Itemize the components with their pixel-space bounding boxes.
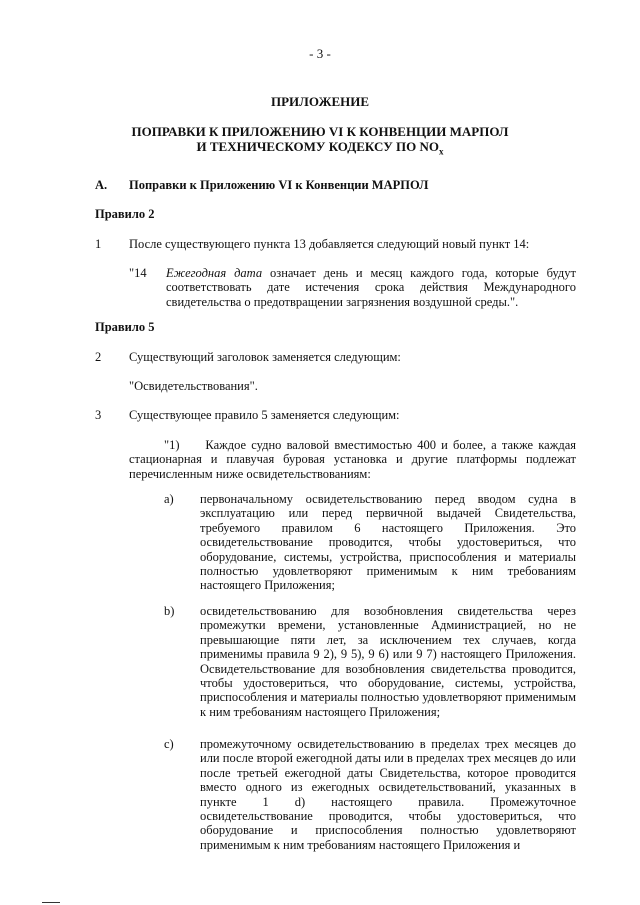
paragraph-14-term: Ежегодная дата	[166, 266, 263, 280]
subparagraph-a-label: a)	[164, 492, 174, 506]
subparagraph-b-label: b)	[164, 604, 175, 618]
paragraph-1-text: Каждое судно валовой вместимостью 400 и более, а также каждая стационарная и плавучая буровая установка и другие платформы подлежат перечисленным ниже освидетельствованиям:	[129, 438, 576, 481]
amendments-title-line2-text: И ТЕХНИЧЕСКОМУ КОДЕКСУ ПО NO	[196, 139, 439, 154]
amendments-title	[0, 124, 640, 160]
paragraph-14-definition: означает день и месяц каждого года, которые будут соответствовать дате истечения срока действия Международного свидетельства о предотвращении загрязнения воздушной среды.".	[166, 266, 577, 309]
item-1-number: 1	[95, 237, 102, 251]
item-2-text: Существующий заголовок заменяется следующим:	[129, 350, 401, 364]
rule-2-heading: Правило 2	[95, 207, 155, 221]
footer-rule	[42, 902, 60, 903]
amendments-title-subscript: x	[438, 146, 444, 157]
paragraph-1	[129, 438, 576, 481]
section-a-title: Поправки к Приложению VI к Конвенции МАРПОЛ	[129, 178, 429, 192]
annex-title: ПРИЛОЖЕНИЕ	[270, 94, 370, 109]
subparagraph-b-text: освидетельствованию для возобновления свидетельства через промежутки времени, установленные Администрацией, но не превышающие пяти лет, за исключением тех случаев, когда применимы правила 9 2), 9 5), 9 6) или 9 7) настоящего Приложения. Освидетельствование для возобновления свидетельства проводится, чтобы удостовериться, что оборудование, системы, устройства, приспособления и материалы полностью удовлетворяют применимым к ним требованиям настоящего Приложения;	[200, 604, 576, 719]
subparagraph-c-label: c)	[164, 737, 174, 751]
section-a-letter: A.	[95, 178, 108, 192]
amendments-title-line1: ПОПРАВКИ К ПРИЛОЖЕНИЮ VI К КОНВЕНЦИИ МАРПОЛ	[131, 124, 509, 139]
rule-5-heading: Правило 5	[95, 320, 155, 334]
item-2-quote: "Освидетельствования".	[129, 379, 258, 393]
page-number: - 3 -	[309, 46, 331, 61]
paragraph-14-number: "14	[129, 266, 147, 280]
amendments-title-line2	[0, 139, 640, 160]
paragraph-1-number: "1)	[164, 438, 180, 452]
item-3-number: 3	[95, 408, 102, 422]
item-3-text: Существующее правило 5 заменяется следующим:	[129, 408, 400, 422]
paragraph-14-text	[166, 266, 576, 309]
subparagraph-c-text: промежуточному освидетельствованию в пределах трех месяцев до или после второй ежегодной даты или в пределах трех месяцев до или после третьей ежегодной даты Свидетельства, которое проводится вместо одного из ежегодных освидетельствований, указанных в пункте 1 d) настоящего правила. Промежуточное освидетельствование проводится, чтобы удостовериться, что оборудование и приспособления полностью удовлетворяют применимым к ним требованиям настоящего Приложения и	[200, 737, 576, 852]
item-1-text: После существующего пункта 13 добавляется следующий новый пункт 14:	[129, 237, 530, 251]
item-2-number: 2	[95, 350, 102, 364]
subparagraph-a-text: первоначальному освидетельствованию перед вводом судна в эксплуатацию или перед первичной выдачей Свидетельства, требуемого правилом 6 настоящего Приложения. Это освидетельствование проводится, чтобы удостовериться, что оборудование, системы, устройства, приспособления и материалы полностью удовлетворяют применимым к ним требованиям настоящего Приложения;	[200, 492, 576, 593]
